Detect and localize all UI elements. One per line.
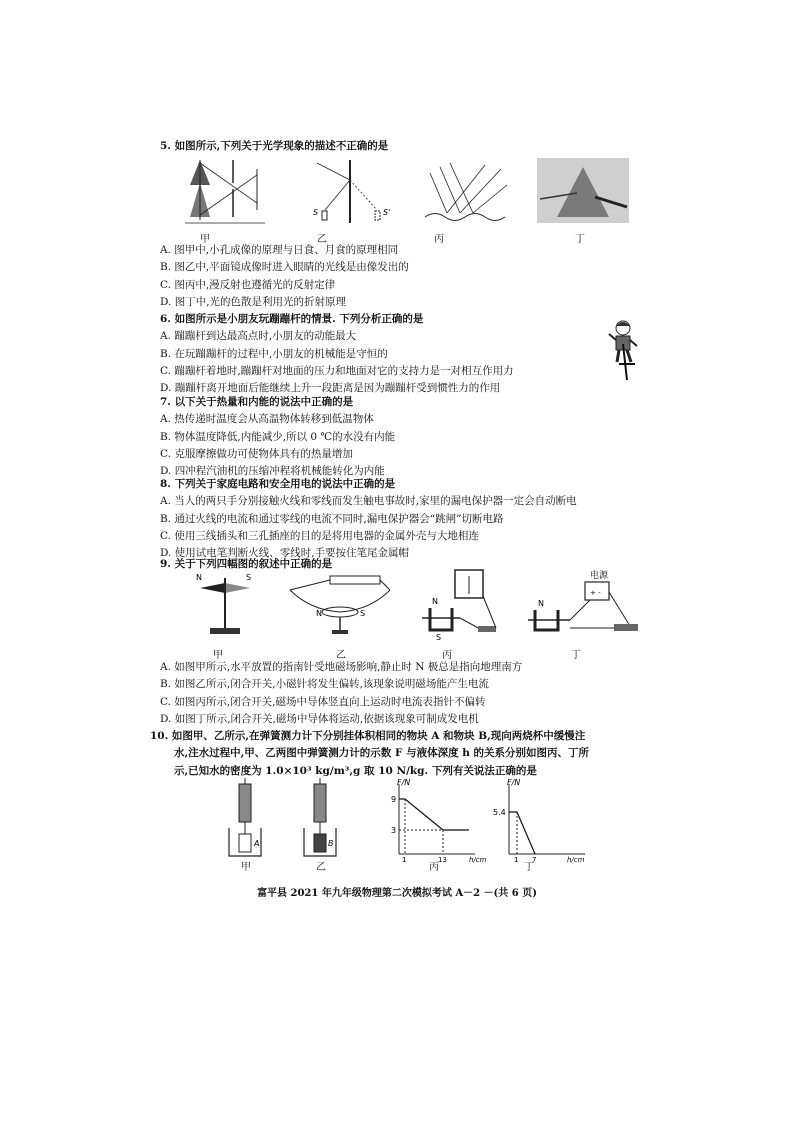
q10-figures <box>225 778 605 870</box>
q9-caption-1: 甲 <box>213 650 223 661</box>
q5-caption-3: 丙 <box>434 234 444 245</box>
q8-option-b: B. 通过火线的电流和通过零线的电流不同时,漏电保护器会“跳闸”切断电路 <box>160 512 504 525</box>
graph-d-line <box>509 812 535 854</box>
graph-c-y-tick-3: 3 <box>391 826 397 835</box>
question-5 <box>160 138 660 155</box>
graph-c-x-tick-13: 13 <box>438 856 447 864</box>
q5-caption-1: 甲 <box>200 234 210 245</box>
oersted-figure <box>290 576 390 634</box>
induction-s-label: S <box>436 633 442 642</box>
label-s: S <box>313 208 319 217</box>
q7-option-c: C. 克服摩擦做功可使物体具有的热量增加 <box>160 447 353 460</box>
q5-option-a: A. 图甲中,小孔成像的原理与日食、月食的原理相同 <box>160 244 399 256</box>
graph-c-x-label: h/cm <box>469 856 487 864</box>
power-source-label: 电源 <box>590 571 609 581</box>
motor-figure <box>528 582 638 631</box>
question-7-stem: 7. 以下关于热量和内能的说法中正确的是 <box>160 396 354 408</box>
question-9-options <box>160 659 660 728</box>
graph-d-x-label: h/cm <box>567 856 585 864</box>
q9-caption-4: 丁 <box>571 650 581 661</box>
q10-stem-line-1: 10. 如图甲、乙所示,在弹簧测力计下分别挂体积相同的物块 A 和物块 B,现向两烧杯中缓慢注 <box>150 730 586 742</box>
q9-option-a: A. 如图甲所示,水平放置的指南针受地磁场影响,静止时 N 极总是指向地理南方 <box>160 661 523 673</box>
q8-option-a: A. 当人的两只手分别接触火线和零线而发生触电事故时,家里的漏电保护器一定会自动断电 <box>160 495 577 508</box>
q5-option-d: D. 图丁中,光的色散是利用光的折射原理 <box>160 295 347 308</box>
question-6-stem: 6. 如图所示是小朋友玩蹦蹦杆的情景. 下列分析正确的是 <box>160 313 424 325</box>
compass-figure <box>196 573 251 634</box>
graph-d-y-tick: 5.4 <box>493 808 506 817</box>
motor-n-label: N <box>538 599 544 608</box>
q6-option-d: D. 蹦蹦杆离开地面后能继续上升一段距离是因为蹦蹦杆受到惯性力的作用 <box>160 382 501 395</box>
spring-scale-b-figure <box>304 778 336 856</box>
induction-figure <box>422 570 496 642</box>
q5-figures <box>185 155 635 230</box>
question-9-stem: 9. 关于下列四幅图的叙述中正确的是 <box>160 558 333 570</box>
q9-caption-3: 丙 <box>442 650 452 661</box>
q9-figures <box>190 568 650 646</box>
needle-s-label: S <box>360 609 366 618</box>
mirror-figure <box>313 160 390 223</box>
prism-figure <box>537 158 629 223</box>
q5-option-b: B. 图乙中,平面镜成像时进入眼睛的光线是由像发出的 <box>160 261 409 274</box>
graph-d <box>493 778 585 864</box>
q8-option-d: D. 使用试电笔判断火线、零线时,手要按住笔尾金属帽 <box>160 547 410 560</box>
q7-option-d: D. 四冲程汽油机的压缩冲程将机械能转化为内能 <box>160 465 385 478</box>
question-7 <box>160 394 660 480</box>
q10-caption-4: 丁 <box>524 862 534 873</box>
q6-option-a: A. 蹦蹦杆到达最高点时,小朋友的动能最大 <box>160 330 357 343</box>
compass-n-label: N <box>196 573 202 582</box>
question-6 <box>160 311 660 397</box>
block-a-label: A <box>254 839 260 848</box>
label-s-prime: S' <box>383 208 391 217</box>
q5-caption-2: 乙 <box>317 234 327 245</box>
q5-caption-4: 丁 <box>575 234 585 245</box>
q6-option-c: C. 蹦蹦杆着地时,蹦蹦杆对地面的压力和地面对它的支持力是一对相互作用力 <box>160 364 514 377</box>
question-8-stem: 8. 下列关于家庭电路和安全用电的说法中正确的是 <box>160 478 396 490</box>
q9-option-c: C. 如图丙所示,闭合开关,磁场中导体竖直向上运动时电流表指针不偏转 <box>160 695 486 708</box>
graph-c-line <box>399 799 469 830</box>
q9-caption-2: 乙 <box>336 650 346 661</box>
question-5-options <box>160 242 660 311</box>
q10-caption-1: 甲 <box>241 862 251 873</box>
graph-d-y-label: F/N <box>507 778 521 787</box>
q7-option-b: B. 物体温度降低,内能减少,所以 0 ℃的水没有内能 <box>160 430 396 443</box>
question-8 <box>160 476 660 562</box>
q10-caption-2: 乙 <box>316 862 326 873</box>
q7-option-a: A. 热传递时温度会从高温物体转移到低温物体 <box>160 413 374 426</box>
graph-c <box>391 778 487 864</box>
hole-label <box>231 155 247 156</box>
page-footer: 富平县 2021 年九年级物理第二次模拟考试 A－2 －(共 6 页) <box>257 888 537 899</box>
block-b-label: B <box>328 839 334 848</box>
graph-c-y-tick-9: 9 <box>391 795 397 804</box>
q8-option-c: C. 使用三线插头和三孔插座的目的是将用电器的金属外壳与大地相连 <box>160 529 479 542</box>
question-5-stem: 5. 如图所示,下列关于光学现象的描述不正确的是 <box>160 140 389 152</box>
graph-d-x-tick-7: 7 <box>532 856 537 864</box>
graph-c-y-label: F/N <box>397 778 411 787</box>
induction-n-label: N <box>432 597 438 606</box>
graph-c-x-tick-1: 1 <box>402 856 407 864</box>
q10-caption-3: 丙 <box>429 862 439 873</box>
graph-d-x-tick-1: 1 <box>514 856 519 864</box>
needle-n-label: N <box>316 609 322 618</box>
q6-option-b: B. 在玩蹦蹦杆的过程中,小朋友的机械能是守恒的 <box>160 347 388 360</box>
q10-stem-line-3: 示,已知水的密度为 1.0×10³ kg/m³,g 取 10 N/kg. 下列有关说法正确的是 <box>174 764 537 777</box>
q10-stem-line-2: 水,注水过程中,甲、乙两图中弹簧测力计的示数 F 与液体深度 h 的关系分别如图丙、丁所 <box>174 747 590 760</box>
spring-scale-a-figure <box>229 778 261 856</box>
diffuse-reflection-figure <box>425 163 507 221</box>
q9-option-d: D. 如图丁所示,闭合开关,磁场中导体将运动,依据该现象可制成发电机 <box>160 712 479 725</box>
pinhole-figure <box>185 155 265 223</box>
q5-option-c: C. 图丙中,漫反射也遵循光的反射定律 <box>160 278 336 291</box>
q9-option-b: B. 如图乙所示,闭合开关,小磁针将发生偏转,该现象说明磁场能产生电流 <box>160 678 489 691</box>
power-terminals: + - <box>590 589 601 597</box>
compass-s-label: S <box>246 573 252 582</box>
pogo-stick-child-figure <box>605 318 645 383</box>
question-10 <box>150 728 650 780</box>
